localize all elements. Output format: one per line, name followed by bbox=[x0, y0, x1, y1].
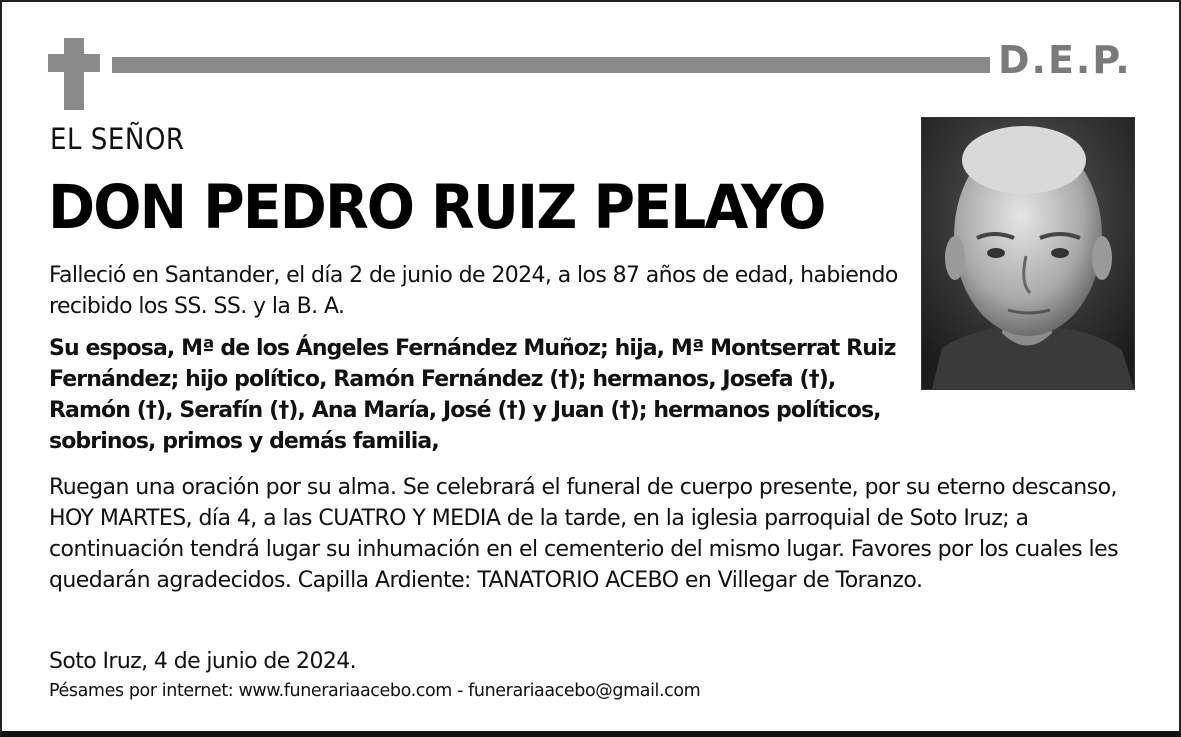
death-notice-text: Falleció en Santander, el día 2 de junio de 2024, a los 87 años de edad, habiendo recibido los SS. SS. y la B. A. bbox=[49, 263, 898, 319]
portrait-photo bbox=[921, 117, 1135, 390]
ceremony-text: Ruegan una oración por su alma. Se celebrará el funeral de cuerpo presente, por su eterno descanso, HOY MARTES, día 4, a las CUATRO Y MEDIA de la tarde, en la iglesia parroquial de Soto Iruz; a continuación tendrá lugar su inhumación en el cementerio del mismo lugar. Favores por los cuales les quedarán agradecidos. Capilla Ardiente: TANATORIO ACEBO en Villegar de Toranzo. bbox=[49, 475, 1118, 593]
header-rule bbox=[112, 57, 990, 73]
cross-icon bbox=[48, 38, 100, 110]
portrait-photo-icon bbox=[922, 118, 1134, 389]
deceased-name: DON PEDRO RUIZ PELAYO bbox=[48, 172, 825, 243]
place-date-text: Soto Iruz, 4 de junio de 2024. bbox=[49, 649, 357, 674]
family-text: Su esposa, Mª de los Ángeles Fernández Muñoz; hija, Mª Montserrat Ruiz Fernández; hijo político, Ramón Fernández (†); hermanos, Josefa (†), Ramón (†), Serafín (†), Ana María, José (†) y Juan (†); hermanos políticos, sobrinos, primos y demás familia, bbox=[49, 336, 896, 454]
dep-label: D.E.P. bbox=[998, 38, 1132, 82]
condolences-text: Pésames por internet: www.funerariaacebo.com - funerariaacebo@gmail.com bbox=[49, 681, 701, 701]
deceased-prefix: EL SEÑOR bbox=[50, 122, 185, 156]
